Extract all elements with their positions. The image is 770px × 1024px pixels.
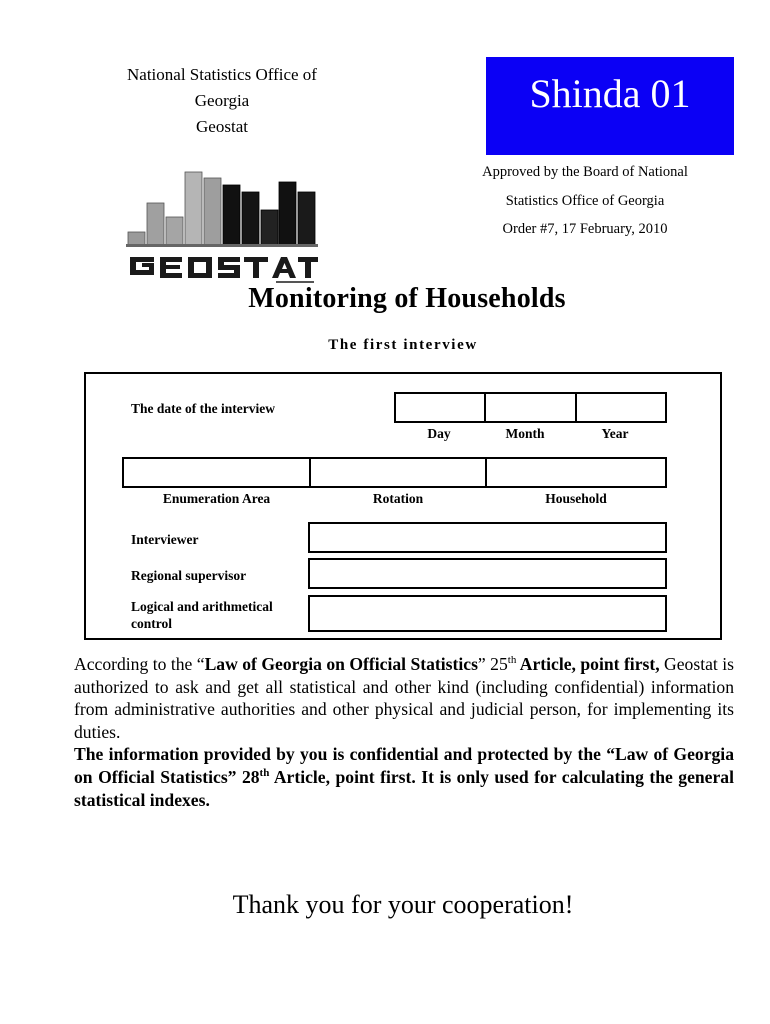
approval-note <box>452 158 718 244</box>
rotation-label: Rotation <box>372 491 424 506</box>
form-code-box <box>486 57 734 155</box>
ordinal-suffix: th <box>507 654 517 667</box>
article-reference: Article, point first, <box>516 654 660 674</box>
form-code: Shinda 01 <box>529 71 691 116</box>
interviewer-label: Interviewer <box>131 532 199 547</box>
interviewer-field[interactable] <box>308 522 667 553</box>
day-label: Day <box>427 426 451 441</box>
day-field[interactable] <box>394 392 486 423</box>
law-title: Law of Georgia on Official Statistics <box>204 654 478 674</box>
logical-control-field[interactable] <box>308 595 667 632</box>
document-title: Monitoring of Households <box>248 283 566 314</box>
legal-p2-text-a: The information provided by you is confidential and protected by the “Law of Georgia on Official Statistics” 28 <box>74 744 734 787</box>
control-label <box>131 598 273 632</box>
legal-notice <box>74 653 734 811</box>
legal-p1-text-c: ” 25 <box>477 654 508 674</box>
org-line-2: Georgia <box>194 91 250 110</box>
legal-paragraph-1 <box>74 653 734 743</box>
approval-line-2: Statistics Office of Georgia <box>505 192 665 209</box>
month-field[interactable] <box>484 392 577 423</box>
ordinal-suffix-2: th <box>259 767 270 780</box>
regional-supervisor-label: Regional supervisor <box>131 568 247 583</box>
regional-supervisor-field[interactable] <box>308 558 667 589</box>
thank-you-note: Thank you for your cooperation! <box>232 890 574 919</box>
legal-p1-text-e: Geostat is authorized to ask and get all statistical and other kind (including confidential) information from administrative authorities and other physical and judicial person, for implementing its duties. <box>74 654 734 742</box>
year-field[interactable] <box>575 392 667 423</box>
household-label: Household <box>545 491 607 506</box>
household-field[interactable] <box>485 457 667 488</box>
control-label-line-2: control <box>131 616 172 631</box>
rotation-field[interactable] <box>309 457 487 488</box>
legal-p1-text-a: According to the “ <box>74 654 205 674</box>
geostat-logo <box>126 170 318 286</box>
enumeration-area-label: Enumeration Area <box>162 491 271 506</box>
legal-p2-text-b: Article, point first. It is only used for calculating the general statistical indexes. <box>74 766 734 810</box>
org-line-3: Geostat <box>196 117 248 136</box>
organization-name <box>100 62 344 140</box>
control-label-line-1: Logical and arithmetical <box>131 599 273 614</box>
year-label: Year <box>601 426 629 441</box>
enumeration-area-field[interactable] <box>122 457 311 488</box>
logo-wordmark <box>130 257 318 283</box>
org-line-1: National Statistics Office of <box>127 65 317 84</box>
month-label: Month <box>505 426 545 441</box>
approval-line-3: Order #7, 17 February, 2010 <box>502 221 668 237</box>
legal-paragraph-2 <box>74 743 734 811</box>
logo-bars-icon <box>126 172 318 247</box>
document-subtitle: The first interview <box>328 337 478 353</box>
date-label: The date of the interview <box>131 401 275 416</box>
approval-line-1: Approved by the Board of National <box>482 164 688 180</box>
